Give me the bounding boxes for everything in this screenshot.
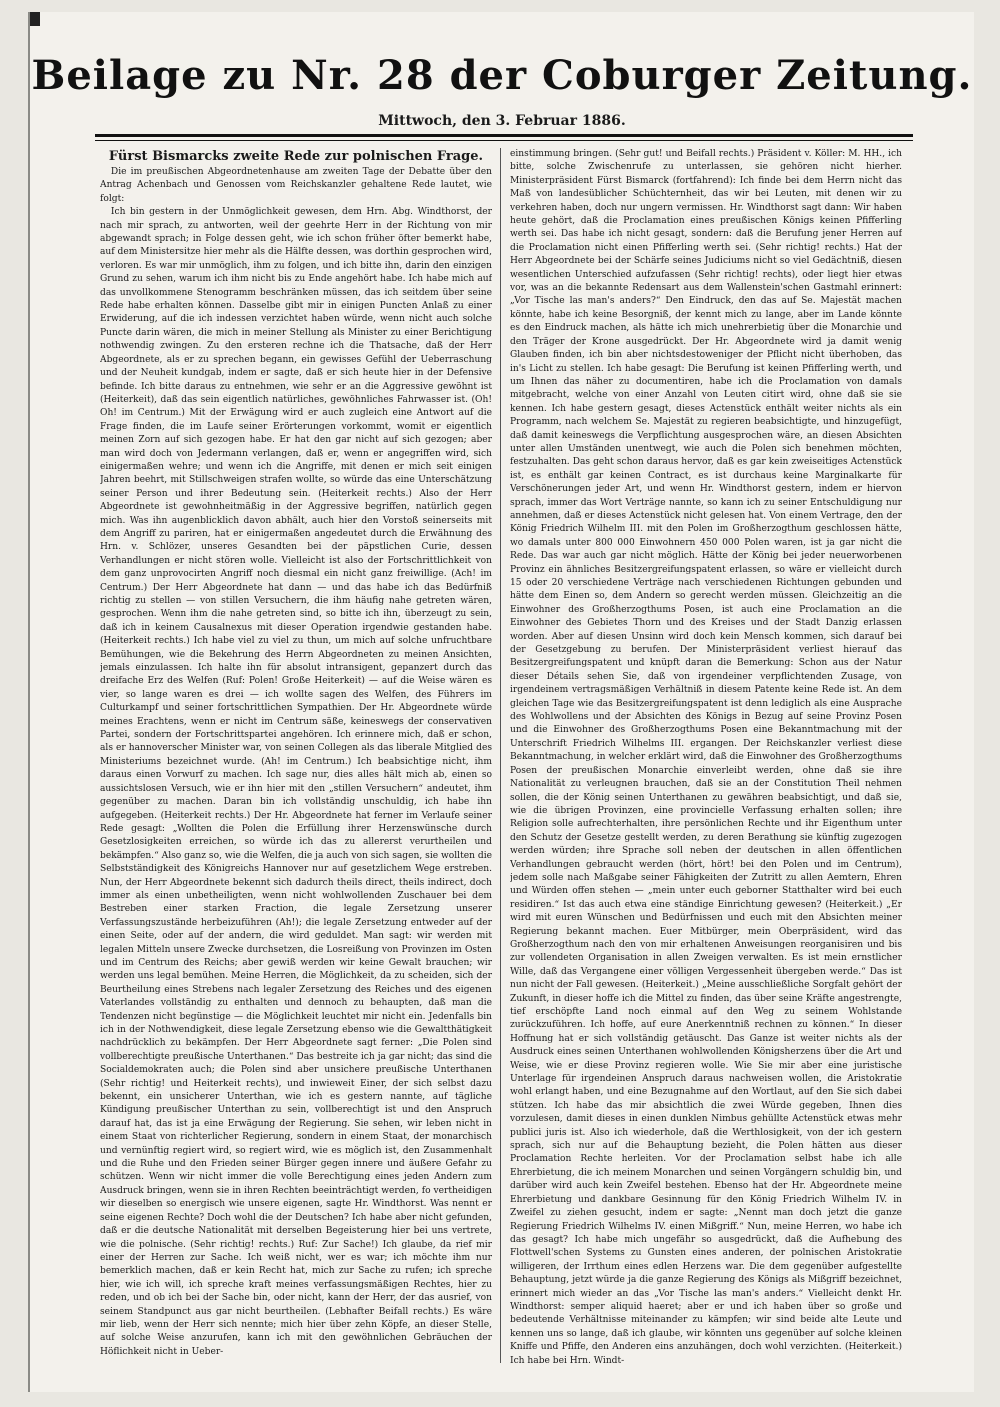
masthead-date: Mittwoch, den 3. Februar 1886. bbox=[378, 113, 626, 129]
column-divider bbox=[500, 148, 501, 1363]
article-title: Fürst Bismarcks zweite Rede zur polnischen Frage. bbox=[108, 149, 484, 164]
article-paragraph: Ich bin gestern in der Unmöglichkeit gewesen, dem Hrn. Abg. Windthorst, der nach mir sprach, zu antworten, weil der geehrte Herr in der Richtung von mir abgewandt sprach; in Folge dessen geht, wie ich schon früher öfter bemerkt habe, auf dem Ministersitze hier mehr als die Hälfte dessen, was dorthin gesprochen wird, verloren. Es war mir unmöglich, ihm zu folgen, und ich bitte ihn, darin den einzigen Grund zu sehen, warum ich ihm nicht bis zu Ende angehört habe. Ich habe mich auf das unvollkommene Stenogramm beschränken müssen, das ich seitdem über seine Rede habe erhalten können. Dasselbe gibt mir in einigen Puncten Anlaß zu einer Erwiderung, auf die ich indessen verzichtet haben würde, wenn nicht auch solche Puncte darin wären, die mich in meiner Stellung als Minister zu einer Berichtigung nothwendig zwingen. Zu den ersteren rechne ich die Thatsache, daß der Herr Abgeordnete, als er zu sprechen begann, ein gewisses Gefühl der Ueberraschung und der Neuheit kundgab, indem er sagte, daß er sich heute hier in der Defensive befinde. Ich bitte daraus zu entnehmen, wie sehr er an die Aggressive gewöhnt ist (Heiterkeit), daß das sein eigentlich natürliches, gewöhnliches Fahrwasser ist. (Oh! Oh! im Centrum.) Mit der Erwägung wird er auch zugleich eine Antwort auf die Frage finden, die im Laufe seiner Erörterungen vorkommt, womit er eigentlich meinen Zorn auf sich gezogen habe. Er hat den gar nicht auf sich gezogen; aber man wird doch von Jedermann verlangen, daß er, wenn er angegriffen wird, sich einigermaßen wehre; und wenn ich die Angriffe, mit denen er mich seit einigen Jahren beehrt, mit Stillschweigen strafen wollte, so würde das eine Unterschätzung seiner Person und ihrer Bedeutung sein. (Heiterkeit rechts.) Also der Herr Abgeordnete ist gewohnheitmäßig in der Aggressive begriffen, natürlich gegen mich. Was ihn augenblicklich davon abhält, auch hier den Vorstoß seinerseits mit dem Angriff zu pariren, hat er einigermaßen angedeutet durch die Erwähnung des Hrn. v. Schlözer, unseres Gesandten bei der päpstlichen Curie, dessen Verhandlungen er nicht stören wolle. Vielleicht ist also der Fortschrittlichkeit von dem ganz unprovocirten Angriff noch diesmal ein nicht ganz freiwillige. (Ach! im Centrum.) Der Herr Abgeordnete hat dann — und das habe ich das Bedürfniß richtig zu stellen — von stillen Versuchern, die ihm häufig nahe getreten wären, gesprochen. Wenn ihm die nahe getreten sind, so bitte ich ihn, überzeugt zu sein, daß ich in keinem Causalnexus mit dieser Operation irgendwie gestanden habe. (Heiterkeit rechts.) Ich habe viel zu viel zu thun, um mich auf solche unfruchtbare Bemühungen, wie die Bekehrung des Herrn Abgeordneten zu meinen Ansichten, jemals einzulassen. Ich halte ihn für absolut intransigent, gepanzert durch das dreifache Erz des Welfen (Ruf: Polen! Große Heiterkeit) — auf die Weise wären es vier, so lange waren es drei — ich wollte sagen des Welfen, des Führers im Culturkampf und seiner fortschrittlichen Sympathien. Der Hr. Abgeordnete würde meines Erachtens, wenn er nicht im Centrum säße, keineswegs der conservativen Partei, sondern der Fortschrittspartei angehören. Ich erinnere mich, daß er schon, als er hannoverscher Minister war, von seinen Collegen als das liberale Mitglied des Ministeriums bezeichnet wurde. (Ah! im Centrum.) Ich beabsichtige nicht, ihm daraus einen Vorwurf zu machen. Ich sage nur, dies alles hält mich ab, einen so aussichtslosen Versuch, wie er ihn hier mit den „stillen Versuchern“ andeutet, ihm gegenüber zu machen. Daran bin ich vollständig unschuldig, ich habe ihn aufgegeben. (Heiterkeit rechts.) Der Hr. Abgeordnete hat ferner im Verlaufe seiner Rede gesagt: „Wollten die Polen die Erfüllung ihrer Herzenswünsche durch Gesetzlosigkeiten erreichen, so würde ich das zu allererst verurtheilen und bekämpfen.“ Also ganz so, wie die Welfen, die ja auch von sich sagen, sie wollten die Selbstständigkeit des Königreichs Hannover nur auf gesetzlichem Wege erstreben. Nun, der Herr Abgeordnete bekennt sich dadurch theils direct, theils indirect, doch immer als einen unbetheiligten, wenn nicht wohlwollenden Zuschauer bei dem Bestreben einer starken Fraction, die legale Zersetzung unserer Verfassungszustände herbeizuführen (Ah!); die legale Zersetzung entweder auf der einen Seite, oder auf der andern, die wird geduldet. Man sagt: wir werden mit legalen Mitteln unsere Zwecke durchsetzen, die Losreißung von Provinzen im Osten und im Centrum des Reichs; aber gewiß werden wir keine Gewalt brauchen; wir werden uns legal bemühen. Meine Herren, die Möglichkeit, da zu scheiden, sich der Beurtheilung eines Strebens nach legaler Zersetzung des Reiches und des eigenen Vaterlandes vollständig zu enthalten und dennoch zu behaupten, daß man die Tendenzen nicht begünstige — die Möglichkeit leuchtet mir nicht ein. Jedenfalls bin ich in der Nothwendigkeit, diese legale Zersetzung ebenso wie die Gewaltthätigkeit nachdrücklich zu bekämpfen. Der Herr Abgeordnete sagt ferner: „Die Polen sind vollberechtigte preußische Unterthanen.“ Das bestreite ich ja gar nicht; das sind die Socialdemokraten auch; die Polen sind aber unsichere preußische Unterthanen (Sehr richtig! und Heiterkeit rechts), und inwieweit Einer, der sich selbst dazu bekennt, ein unsicherer Unterthan, wie ich es gestern nannte, auf tägliche Kündigung preußischer Unterthan zu sein, vollberechtigt ist und den Anspruch darauf hat, das ist ja eine Erwägung der Regierung. Sie sehen, wir leben nicht in einem Staat von richterlicher Regierung, sondern in einem Staat, der monarchisch und vernünftig regiert wird, so regiert wird, wie es möglich ist, den Zusammenhalt und die Ruhe und den Frieden seiner Bürger gegen innere und äußere Gefahr zu schützen. Wenn wir nicht immer die volle Berechtigung eines jeden Andern zum Ausdruck bringen, wenn sie in ihren Rechten beeinträchtigt werden, fo vertheidigen wir dieselben so energisch wie unsere eigenen, sagte Hr. Windthorst. Was nennt er seine eigenen Rechte? Doch wohl die der Deutschen? Ich habe aber nicht gefunden, daß er die deutsche Nationalität mit derselben Begeisterung hier bei uns vertrete, wie die polnische. (Sehr richtig! rechts.) Ruf: Zur Sache!) Ich glaube, da rief mir einer der Herren zur Sache. Ich weiß nicht, wer es war; ich möchte ihm nur bemerklich machen, daß er kein Recht hat, mich zur Sache zu rufen; ich spreche hier, wie ich will, ich spreche kraft meines verfassungsmäßigen Rechtes, hier zu reden, und ob ich bei der Sache bin, oder nicht, kann der Herr, der das ausrief, von seinem Standpunct aus gar nicht beurtheilen. (Lebhafter Beifall rechts.) Es wäre mir lieb, wenn der Herr sich nennte; mich hier über zehn Köpfe, an dieser Stelle, auf solche Weise anzurufen, kann ich mit den gewöhnlichen Gebräuchen der Höflichkeit nicht in Ueber- bbox=[100, 207, 492, 1357]
article-paragraph: Die im preußischen Abgeordnetenhause am zweiten Tage der Debatte über den Antrag Achenbach und Genossen vom Reichskanzler gehaltene Rede lautet, wie folgt: bbox=[100, 167, 492, 204]
masthead bbox=[30, 52, 974, 129]
masthead-rule-thick bbox=[95, 134, 913, 137]
corner-mark bbox=[30, 12, 40, 26]
masthead-rule-thin bbox=[95, 140, 913, 141]
masthead-title: Beilage zu Nr. 28 der Coburger Zeitung. bbox=[31, 52, 973, 99]
article-paragraph: einstimmung bringen. (Sehr gut! und Beifall rechts.) Präsident v. Köller: M. HH., ich bitte, solche Zwischenrufe zu unterlassen, sie gehören nicht hierher. Ministerpräsident Fürst Bismarck (fortfahrend): Ich finde bei dem Herrn nicht das Maß von landesüblicher Schüchternheit, das wir bei Leuten, mit denen wir zu verkehren haben, doch nur ungern vermissen. Hr. Windthorst sagt dann: Wir haben heute gehört, daß die Proclamation eines preußischen Königs keinen Pfifferling werth sei. Das habe ich nicht gesagt, sondern: daß die Berufung jener Herren auf die Proclamation nicht einen Pfifferling werth sei. (Sehr richtig! rechts.) Hat der Herr Abgeordnete bei der Schärfe seines Judiciums nicht so viel Gedächtniß, diesen wesentlichen Unterschied aufzufassen (Sehr richtig! rechts), oder liegt hier etwas vor, was an die bekannte Redensart aus dem Wallenstein'schen Gastmahl erinnert: „Vor Tische las man's anders?“ Den Eindruck, den das auf Se. Majestät machen könnte, habe ich keine Besorgniß, der kennt mich zu lange, aber im Lande könnte es den Eindruck machen, als hätte ich mich unehrerbietig über die Monarchie und den Träger der Krone ausgedrückt. Der Hr. Abgeordnete wird ja damit wenig Glauben finden, ich bin aber nichtsdestoweniger der Pflicht nicht überhoben, das in's Licht zu stellen. Ich habe gesagt: Die Berufung ist keinen Pfifferling werth, und um Ihnen das näher zu documentiren, habe ich die Proclamation von damals mitgebracht, welche von einer Anzahl von Leuten citirt wird, ohne daß sie sie kennen. Ich habe gestern gesagt, dieses Actenstück enthält weiter nichts als ein Programm, nach welchem Se. Majestät zu regieren beabsichtigte, und hinzugefügt, daß damit keineswegs die Verpflichtung ausgesprochen wäre, an diesen Absichten unter allen Umständen unentwegt, wie auch die Polen sich benehmen möchten, festzuhalten. Das geht schon daraus hervor, daß es gar kein zweiseitiges Actenstück ist, es enthält gar keinen Contract, es ist durchaus keine Marginalkarte für Verschönerungen jeder Art, und wenn Hr. Windthorst gestern, indem er hiervon sprach, immer das Wort Verträge nannte, so kann ich zu seiner Entschuldigung nur annehmen, daß er dieses Actenstück nicht gelesen hat. Von einem Vertrage, den der König Friedrich Wilhelm III. mit den Polen im Großherzogthum geschlossen hätte, wo damals unter 800 000 Einwohnern 450 000 Polen waren, ist ja gar nicht die Rede. Das war auch gar nicht möglich. Hätte der König bei jeder neuerworbenen Provinz ein ähnliches Besitzergreifungspatent erlassen, so wäre er vielleicht durch 15 oder 20 verschiedene Verträge nach verschiedenen Richtungen gebunden und hätte dem Einen so, dem Andern so gerecht werden müssen. Gleichzeitig an die Einwohner des Großherzogthums Posen, ist auch eine Proclamation an die Einwohner des Gebietes Thorn und des Kreises und der Stadt Danzig erlassen worden. Aber auf diesen Unsinn wird doch kein Mensch kommen, sich darauf bei der Gesetzgebung zu berufen. Der Ministerpräsident verliest hierauf das Besitzergreifungspatent und knüpft daran die Bemerkung: Schon aus der Natur dieser Détails sehen Sie, daß von irgendeiner verpflichtenden Zusage, von irgendeinem vertragsmäßigen Verhältniß in diesem Patente keine Rede ist. An dem gleichen Tage wie das Besitzergreifungspatent ist denn lediglich als eine Ausprache des Wohlwollens und der Absichten des Königs in Bezug auf seine Provinz Posen und die Einwohner des Großherzogthums Posen eine Bekanntmachung mit der Unterschrift Friedrich Wilhelms III. ergangen. Der Reichskanzler verliest diese Bekanntmachung, in welcher erklärt wird, daß die Einwohner des Großherzogthums Posen der preußischen Monarchie einverleibt werden, ohne daß sie ihre Nationalität zu verleugnen brauchen, daß sie an der Constitution Theil nehmen sollen, die der König seinen Unterthanen zu gewähren beabsichtigt, und daß sie, wie die übrigen Provinzen, eine provincielle Verfassung erhalten sollen; ihre Religion solle aufrechterhalten, ihre persönlichen Rechte und ihr Eigenthum unter den Schutz der Gesetze gestellt werden, zu deren Berathung sie künftig zugezogen werden würden; ihre Sprache soll neben der deutschen in allen öffentlichen Verhandlungen gebraucht werden (hört, hört! bei den Polen und im Centrum), jedem solle nach Maßgabe seiner Fähigkeiten der Zutritt zu allen Aemtern, Ehren und Würden offen stehen — „mein unter euch geborner Statthalter wird bei euch residiren.“ Ist das auch etwa eine ständige Einrichtung gewesen? (Heiterkeit.) „Er wird mit euren Wünschen und Bedürfnissen und euch mit den Absichten meiner Regierung bekannt machen. Euer Mitbürger, mein Oberpräsident, wird das Großherzogthum nach den von mir erhaltenen Anweisungen reorganisiren und bis zur vollendeten Organisation in allen Zweigen verwalten. Es ist mein ernstlicher Wille, daß das Vergangene einer völligen Vergessenheit übergeben werde.“ Das ist nun nicht der Fall gewesen. (Heiterkeit.) „Meine ausschließliche Sorgfalt gehört der Zukunft, in dieser hoffe ich die Mittel zu finden, das über seine Kräfte angestrengte, tief erschöpfte Land noch einmal auf den Weg zu seinem Wohlstande zurückzuführen. Ich hoffe, auf eure Anerkenntniß rechnen zu können.“ In dieser Hoffnung hat er sich vollständig getäuscht. Das Ganze ist weiter nichts als der Ausdruck eines seinen Unterthanen wohlwollenden Königsherzens über die Art und Weise, wie er diese Provinz regieren wolle. Wie Sie mir aber eine juristische Unterlage für irgendeinen Anspruch daraus nachweisen wollen, die Aristokratie wohl erlangt haben, und eine Bezugnahme auf den Wortlaut, auf den Sie sich dabei stützen. Ich habe das mir absichtlich die zwei Würde gegeben, Ihnen dies vorzulesen, damit dieses in einen dunklen Nimbus gehüllte Actenstück etwas mehr publici juris ist. Also ich wiederhole, daß die Werthlosigkeit, von der ich gestern sprach, sich nur auf die Behauptung bezieht, die Polen hätten aus dieser Proclamation Rechte herleiten. Vor der Proclamation selbst habe ich alle Ehrerbietung, die ich meinem Monarchen und seinen Vorgängern schuldig bin, und darüber wird auch kein Zweifel bestehen. Ebenso hat der Hr. Abgeordnete meine Ehrerbietung und dankbare Gesinnung für den König Friedrich Wilhelm IV. in Zweifel zu ziehen gesucht, indem er sagte: „Nennt man doch jetzt die ganze Regierung Friedrich Wilhelms IV. einen Mißgriff.“ Nun, meine Herren, wo habe ich das gesagt? Ich habe mich ungefähr so ausgedrückt, daß die Aufhebung des Flottwell'schen Systems zu Gunsten eines anderen, der polnischen Aristokratie willigeren, der Irrthum eines edlen Herzens war. Die dem gegenüber aufgestellte Behauptung, jetzt würde ja die ganze Regierung des Königs als Mißgriff bezeichnet, erinnert mich wieder an das „Vor Tische las man's anders.“ Vielleicht denkt Hr. Windthorst: semper aliquid haeret; aber er und ich haben über so große und bedeutende Verhältnisse miteinander zu kämpfen; wir sind beide alte Leute und kennen uns so lange, daß ich glaube, wir könnten uns gegenüber auf solche kleinen Kniffe und Pfiffe, den Anderen eins anzuhängen, doch wohl verzichten. (Heiterkeit.) Ich habe bei Hrn. Windt- bbox=[510, 149, 902, 1366]
left-column bbox=[100, 148, 492, 1368]
right-column bbox=[510, 148, 902, 1368]
